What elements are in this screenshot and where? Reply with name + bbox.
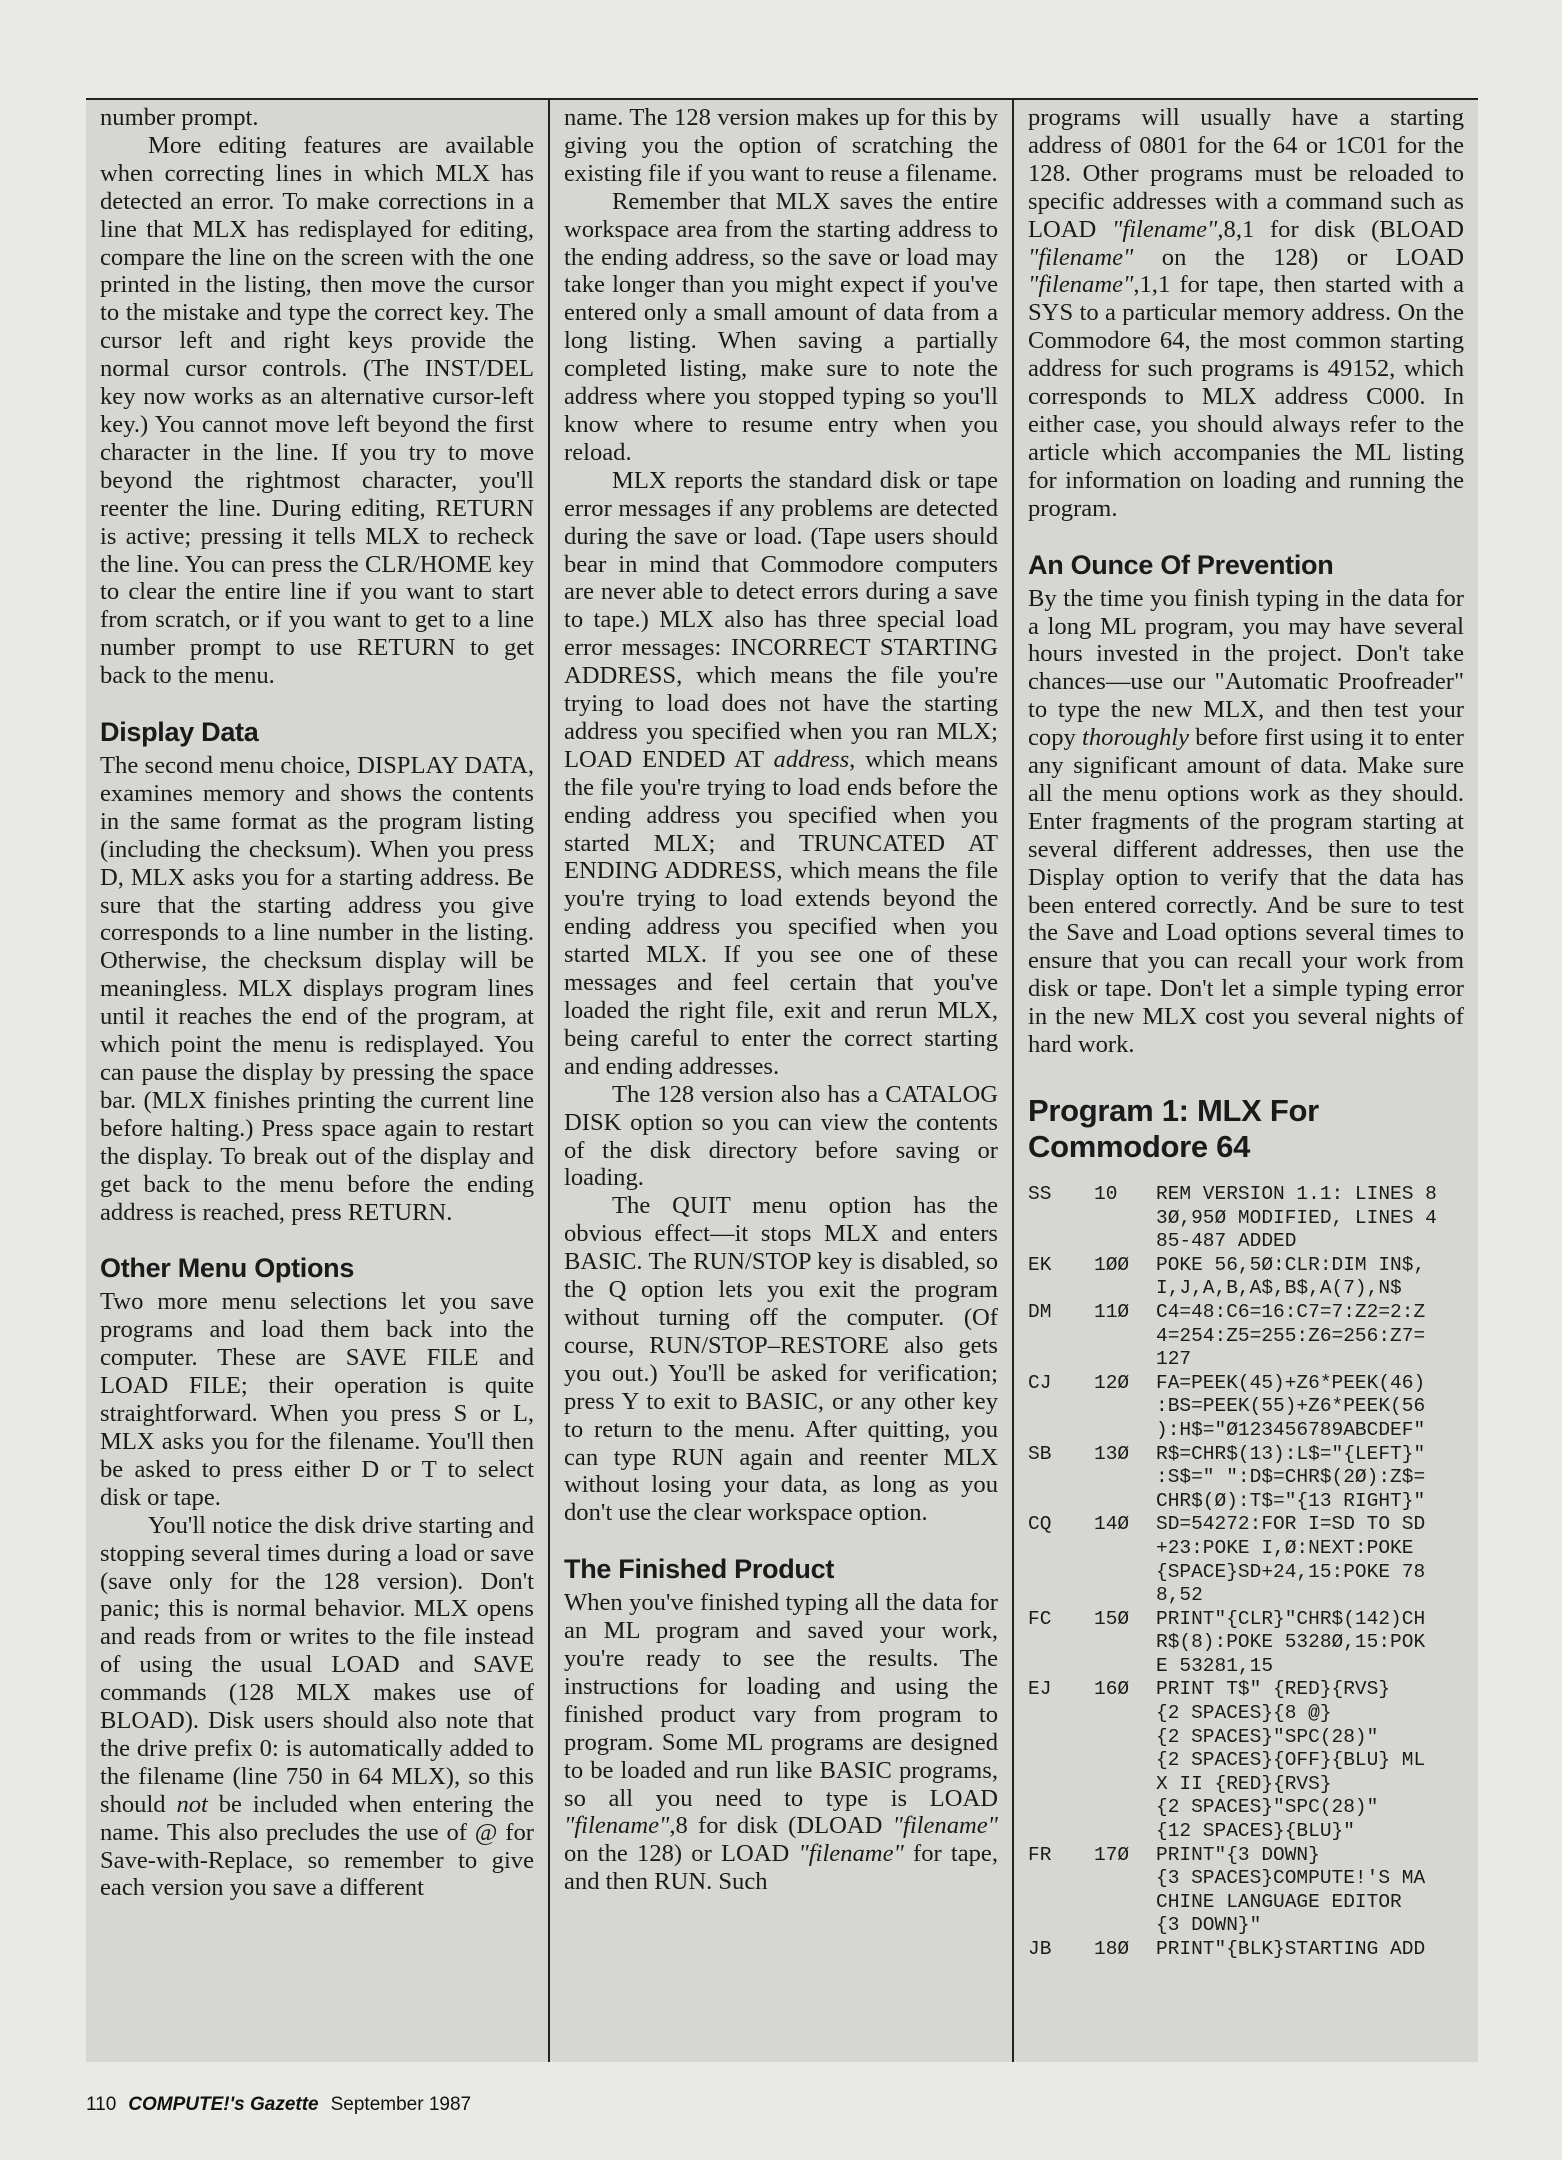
code-line: [1028, 1608, 1464, 1632]
heading-display-data: Display Data: [100, 717, 259, 748]
checksum-label: [1028, 1348, 1094, 1372]
code-line: [1028, 1678, 1464, 1702]
paragraph: The QUIT menu option has the obvious effect—it stops MLX and enters BASIC. The RUN/STOP key is disabled, so the Q option lets you exit the program without turning off the computer. (Of course, RUN/STOP–RESTORE also gets you out.) You'll be asked for verification; press Y to exit to BASIC, or any other key to return to the menu. After quitting, you can type RUN again and reenter MLX without losing your data, as long as you don't use the clear workspace option.: [564, 1192, 998, 1527]
line-number: 12Ø: [1094, 1371, 1130, 1394]
code-line: [1028, 1301, 1464, 1325]
column-2: [550, 100, 1014, 2062]
checksum-label: DM: [1028, 1300, 1052, 1323]
column-1: [86, 100, 550, 2062]
code-line: [1028, 1325, 1464, 1349]
line-number: 1ØØ: [1094, 1253, 1130, 1276]
checksum-label: [1028, 1230, 1094, 1254]
code-line: [1028, 1372, 1464, 1396]
checksum-label: [1028, 1655, 1094, 1679]
paragraph: [1028, 585, 1464, 1059]
checksum-label: [1028, 1537, 1094, 1561]
text-run: on the 128) or LOAD: [564, 1840, 799, 1868]
code-line: [1028, 1395, 1464, 1419]
line-number: [1094, 1891, 1156, 1915]
code-text: PRINT"{3 DOWN}: [1156, 1843, 1320, 1866]
paragraph: [564, 1589, 998, 1896]
code-line: [1028, 1230, 1464, 1254]
page-footer: [86, 2094, 471, 2116]
code-text: PRINT T$" {RED}{RVS}: [1156, 1678, 1391, 1701]
code-line: [1028, 1490, 1464, 1514]
code-text: E 53281,15: [1156, 1654, 1274, 1677]
code-text: {2 SPACES}"SPC(28)": [1156, 1796, 1379, 1819]
line-number: 18Ø: [1094, 1938, 1130, 1960]
code-text: 3Ø,95Ø MODIFIED, LINES 4: [1156, 1206, 1437, 1229]
code-line: [1028, 1537, 1464, 1561]
checksum-label: [1028, 1419, 1094, 1443]
code-line: [1028, 1867, 1464, 1891]
code-text: {2 SPACES}{8 @}: [1156, 1702, 1332, 1725]
paragraph: name. The 128 version makes up for this by giving you the option of scratching the existing file if you want to reuse a filename.: [564, 104, 998, 187]
code-text: {12 SPACES}{BLU}": [1156, 1820, 1355, 1843]
text-run: programs will usually have a starting address of 0801 for the 64 or 1C01 for the 128. Other programs must be reloaded to specific addresses with a command such as LOAD: [1028, 104, 1464, 243]
line-number: [1094, 1584, 1156, 1608]
line-number: [1094, 1230, 1156, 1254]
code-line: [1028, 1183, 1464, 1207]
code-text: {2 SPACES}{OFF}{BLU} ML: [1156, 1749, 1426, 1772]
code-text: 8,52: [1156, 1584, 1203, 1607]
page-number: 110: [86, 2094, 117, 2115]
checksum-label: [1028, 1891, 1094, 1915]
checksum-label: EJ: [1028, 1678, 1052, 1701]
code-text: ):H$="Ø123456789ABCDEF": [1156, 1418, 1426, 1441]
text-run: MLX reports the standard disk or tape error messages if any problems are detected during the save or load. (Tape users should bear in mind that Commodore computers are never able to detect errors during a save to tape.) MLX also has three special load error messages: INCORRECT STARTING ADDRESS, which means the file you're trying to load does not have the starting address you specified when you ran MLX; LOAD ENDED AT: [564, 466, 998, 773]
code-line: [1028, 1631, 1464, 1655]
checksum-label: SB: [1028, 1442, 1052, 1465]
line-number: [1094, 1490, 1156, 1514]
checksum-label: FC: [1028, 1607, 1052, 1630]
magazine-name: COMPUTE!'s Gazette: [128, 2094, 319, 2115]
emphasis: "filename": [1028, 243, 1134, 271]
code-line: [1028, 1914, 1464, 1938]
line-number: [1094, 1277, 1156, 1301]
code-line: [1028, 1702, 1464, 1726]
code-line: [1028, 1348, 1464, 1372]
code-text: C4=48:C6=16:C7=7:Z2=2:Z: [1156, 1300, 1426, 1323]
column-3: [1014, 100, 1478, 2062]
code-text: CHR$(Ø):T$="{13 RIGHT}": [1156, 1489, 1426, 1512]
checksum-label: [1028, 1395, 1094, 1419]
code-line: [1028, 1844, 1464, 1868]
code-line: [1028, 1277, 1464, 1301]
checksum-label: [1028, 1490, 1094, 1514]
code-listing: [1028, 1183, 1464, 1962]
emphasis: "filename": [1112, 215, 1218, 243]
heading-program-1: [1028, 1093, 1464, 1165]
code-line: [1028, 1561, 1464, 1585]
heading-ounce-of-prevention: An Ounce Of Prevention: [1028, 549, 1334, 580]
line-number: [1094, 1655, 1156, 1679]
checksum-label: [1028, 1820, 1094, 1844]
emphasis: "filename": [564, 1812, 670, 1840]
issue-date: September 1987: [330, 2094, 472, 2115]
checksum-label: [1028, 1749, 1094, 1773]
line-number: 16Ø: [1094, 1678, 1130, 1701]
text-run: on the 128) or LOAD: [1133, 243, 1464, 271]
paragraph: [1028, 104, 1464, 523]
code-text: R$=CHR$(13):L$="{LEFT}": [1156, 1442, 1426, 1465]
heading-finished-product: The Finished Product: [564, 1554, 835, 1585]
checksum-label: [1028, 1796, 1094, 1820]
line-number: 15Ø: [1094, 1607, 1130, 1630]
checksum-label: [1028, 1561, 1094, 1585]
text-run: You'll notice the disk drive starting and stopping several times during a load or save (save only for the 128 version). Don't panic; this is normal behavior. MLX opens and reads from or writes to the file instead of using the usual LOAD and SAVE commands (128 MLX makes use of BLOAD). Disk users should also note that the drive prefix 0: is automatically added to the filename (line 750 in 64 MLX), so this should: [100, 1511, 534, 1818]
line-number: [1094, 1419, 1156, 1443]
code-line: [1028, 1749, 1464, 1773]
paragraph: More editing features are available when correcting lines in which MLX has detected an error. To make corrections in a line that MLX has redisplayed for editing, compare the line on the screen with the one printed in the listing, then move the cursor to the mistake and type the correct key. The cursor left and right keys provide the normal cursor controls. (The INST/DEL key now works as an alternative cursor-left key.) You cannot move left beyond the first character in the line. If you try to move beyond the rightmost character, you'll reenter the line. During editing, RETURN is active; pressing it tells MLX to recheck the line. You can press the CLR/HOME key to clear the entire line if you want to start from scratch, or if you want to get to a line number prompt to use RETURN to get back to the menu.: [100, 131, 534, 690]
line-number: [1094, 1749, 1156, 1773]
code-text: {2 SPACES}"SPC(28)": [1156, 1725, 1379, 1748]
code-text: PRINT"{CLR}"CHR$(142)CH: [1156, 1607, 1426, 1630]
line-number: [1094, 1466, 1156, 1490]
checksum-label: [1028, 1584, 1094, 1608]
line-number: [1094, 1796, 1156, 1820]
checksum-label: [1028, 1325, 1094, 1349]
checksum-label: FR: [1028, 1843, 1052, 1866]
checksum-label: CJ: [1028, 1371, 1052, 1394]
emphasis: address: [773, 745, 850, 773]
text-run: ,8,1 for disk (BLOAD: [1217, 215, 1464, 243]
line-number: 11Ø: [1094, 1300, 1130, 1323]
code-line: [1028, 1938, 1464, 1962]
checksum-label: [1028, 1277, 1094, 1301]
code-text: 4=254:Z5=255:Z6=256:Z7=: [1156, 1324, 1426, 1347]
code-text: {3 SPACES}COMPUTE!'S MA: [1156, 1867, 1426, 1890]
code-line: [1028, 1443, 1464, 1467]
line-number: [1094, 1561, 1156, 1585]
checksum-label: [1028, 1773, 1094, 1797]
code-text: {3 DOWN}": [1156, 1914, 1262, 1937]
text-run: for tape, and then RUN. Such: [564, 1840, 998, 1896]
code-text: :BS=PEEK(55)+Z6*PEEK(56: [1156, 1395, 1426, 1418]
text-run: When you've finished typing all the data for an ML program and saved your work, you're ready to see the results. The instructions for loading and using the finished product vary from program to program. Some ML programs are designed to be loaded and run like BASIC programs, so all you need to type is LOAD: [564, 1589, 998, 1812]
line-number: [1094, 1702, 1156, 1726]
line-number: [1094, 1867, 1156, 1891]
code-text: I,J,A,B,A$,B$,A(7),N$: [1156, 1277, 1402, 1300]
code-text: FA=PEEK(45)+Z6*PEEK(46): [1156, 1371, 1426, 1394]
program-title: MLX For Commodore 64: [1028, 1093, 1319, 1164]
checksum-label: [1028, 1914, 1094, 1938]
checksum-label: [1028, 1702, 1094, 1726]
paragraph: [100, 1512, 534, 1903]
emphasis: thoroughly: [1082, 724, 1190, 752]
article-columns: [86, 98, 1478, 2062]
emphasis: "filename": [892, 1812, 998, 1840]
checksum-label: SS: [1028, 1183, 1052, 1205]
code-line: [1028, 1796, 1464, 1820]
code-text: X II {RED}{RVS}: [1156, 1772, 1332, 1795]
program-number: Program 1:: [1028, 1093, 1197, 1128]
heading-other-menu-options: Other Menu Options: [100, 1253, 355, 1284]
code-line: [1028, 1254, 1464, 1278]
text-run: before first using it to enter any significant amount of data. Make sure all the menu options work as they should. Enter fragments of the program starting at several different addresses, then use the Display option to verify that the data has been entered correctly. And be sure to test the Save and Load options several times to ensure that you can recall your work from disk or tape. Don't let a simple typing error in the new MLX cost you several nights of hard work.: [1028, 724, 1464, 1059]
text-run: By the time you finish typing in the data for a long ML program, you may have several hours invested in the project. Don't take chances—use our "Automatic Proofreader" to type the new MLX, and then test your copy: [1028, 584, 1464, 752]
emphasis: "filename": [1028, 271, 1134, 299]
code-line: [1028, 1513, 1464, 1537]
paragraph: Two more menu selections let you save programs and load them back into the computer. These are SAVE FILE and LOAD FILE; their operation is quite straightforward. When you press S or L, MLX asks you for the filename. You'll then be asked to press either D or T to select disk or tape.: [100, 1288, 534, 1511]
code-text: {SPACE}SD+24,15:POKE 78: [1156, 1560, 1426, 1583]
code-text: PRINT"{BLK}STARTING ADD: [1156, 1938, 1426, 1960]
text-run: ,1,1 for tape, then started with a SYS to a particular memory address. On the Commodore 64, the most common starting address for such programs is 49152, which corresponds to MLX address C000. In either case, you should always refer to the article which accompanies the ML listing for information on loading and running the program.: [1028, 271, 1464, 522]
paragraph: The 128 version also has a CATALOG DISK option so you can view the contents of the disk directory before saving or loading.: [564, 1080, 998, 1192]
code-text: :S$=" ":D$=CHR$(2Ø):Z$=: [1156, 1466, 1426, 1489]
paragraph: The second menu choice, DISPLAY DATA, examines memory and shows the contents in the same format as the program listing (including the checksum). When you press D, MLX asks you for a starting address. Be sure that the starting address you give corresponds to a line number in the listing. Otherwise, the checksum display will be meaningless. MLX displays program lines until it reaches the end of the program, at which point the menu is redisplayed. You can pause the display by pressing the space bar. (MLX finishes printing the current line before halting.) Press space again to restart the display. To break out of the display and get back to the menu before the ending address is reached, press RETURN.: [100, 752, 534, 1226]
code-line: [1028, 1207, 1464, 1231]
emphasis: not: [176, 1790, 208, 1818]
code-text: SD=54272:FOR I=SD TO SD: [1156, 1513, 1426, 1536]
line-number: [1094, 1820, 1156, 1844]
code-line: [1028, 1726, 1464, 1750]
line-number: [1094, 1773, 1156, 1797]
text-run: be included when entering the name. This also precludes the use of @ for Save-with-Replace, so remember to give each version you save a different: [100, 1790, 534, 1902]
line-number: [1094, 1348, 1156, 1372]
checksum-label: [1028, 1867, 1094, 1891]
paragraph: number prompt.: [100, 104, 259, 131]
line-number: 14Ø: [1094, 1513, 1130, 1536]
checksum-label: CQ: [1028, 1513, 1052, 1536]
paragraph: [564, 467, 998, 1081]
line-number: [1094, 1207, 1156, 1231]
code-line: [1028, 1466, 1464, 1490]
line-number: [1094, 1395, 1156, 1419]
checksum-label: [1028, 1207, 1094, 1231]
code-line: [1028, 1655, 1464, 1679]
line-number: [1094, 1726, 1156, 1750]
line-number: 13Ø: [1094, 1442, 1130, 1465]
checksum-label: EK: [1028, 1253, 1052, 1276]
text-run: ,8 for disk (DLOAD: [669, 1812, 893, 1840]
emphasis: "filename": [798, 1840, 904, 1868]
code-text: 127: [1156, 1348, 1192, 1371]
line-number: [1094, 1325, 1156, 1349]
code-line: [1028, 1419, 1464, 1443]
code-line: [1028, 1820, 1464, 1844]
code-text: R$(8):POKE 5328Ø,15:POK: [1156, 1631, 1426, 1654]
code-line: [1028, 1891, 1464, 1915]
text-run: , which means the file you're trying to load ends before the ending address you specified when you started MLX; and TRUNCATED AT ENDING ADDRESS, which means the file you're trying to load extends beyond the ending address you specified when you started MLX. If you see one of these messages and feel certain that you've loaded the right file, exit and rerun MLX, being careful to enter the correct starting and ending addresses.: [564, 745, 998, 1080]
checksum-label: [1028, 1631, 1094, 1655]
code-text: 85-487 ADDED: [1156, 1230, 1297, 1253]
code-text: +23:POKE I,Ø:NEXT:POKE: [1156, 1536, 1414, 1559]
line-number: [1094, 1914, 1156, 1938]
checksum-label: [1028, 1466, 1094, 1490]
line-number: [1094, 1537, 1156, 1561]
line-number: 17Ø: [1094, 1843, 1130, 1866]
line-number: [1094, 1631, 1156, 1655]
code-line: [1028, 1584, 1464, 1608]
code-text: CHINE LANGUAGE EDITOR: [1156, 1890, 1402, 1913]
checksum-label: [1028, 1726, 1094, 1750]
line-number: 10: [1094, 1183, 1118, 1205]
paragraph: Remember that MLX saves the entire workspace area from the starting address to the ending address, so the save or load may take longer than you might expect if you've entered only a small amount of data from a long listing. When saving a partially completed listing, make sure to note the address where you stopped typing so you'll know where to resume entry when you reload.: [564, 187, 998, 466]
checksum-label: JB: [1028, 1938, 1052, 1960]
code-text: REM VERSION 1.1: LINES 8: [1156, 1183, 1437, 1205]
code-line: [1028, 1773, 1464, 1797]
code-text: POKE 56,5Ø:CLR:DIM IN$,: [1156, 1253, 1426, 1276]
